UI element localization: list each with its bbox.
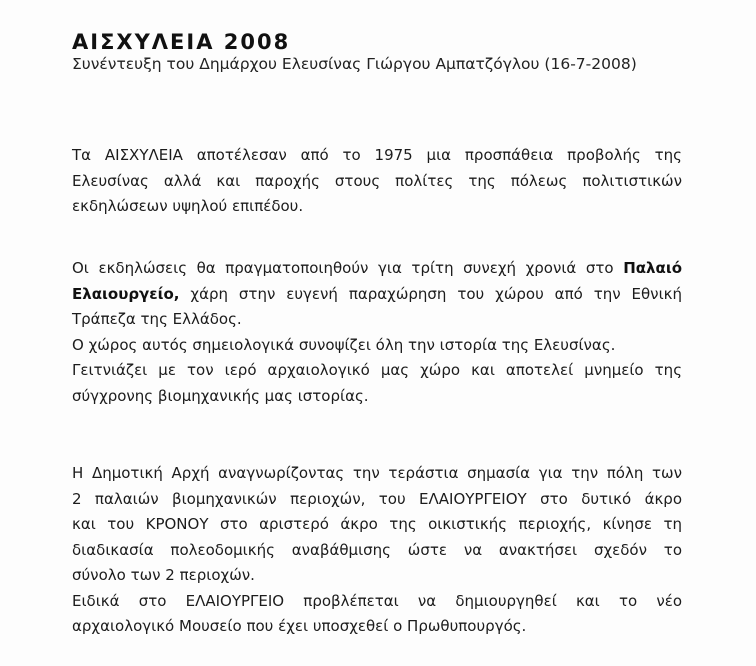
text-line: αρχαιολογικό Μουσείο που έχει υποσχεθεί ο Πρωθυπουργός. xyxy=(72,617,527,635)
text-line: διαδικασία πολεοδομικής αναβάθμισης ώστε να ανακτήσει σχεδόν το xyxy=(72,540,682,559)
text-line: Τράπεζα της Ελλάδος. xyxy=(72,310,242,328)
bold-venue-name: Παλαιό xyxy=(623,259,682,277)
text-line: σύγχρονης βιομηχανικής μας ιστορίας. xyxy=(72,386,369,405)
text-line: Η Δημοτική Αρχή αναγνωρίζοντας την τεράστια σημασία για την πόλη των xyxy=(72,464,682,482)
paragraph-urban-plan xyxy=(72,461,682,640)
bold-venue-name: Ελαιουργείο, xyxy=(72,284,180,303)
document-subtitle: Συνέντευξη του Δημάρχου Ελευσίνας Γιώργου Αμπατζόγλου (16-7-2008) xyxy=(72,55,637,73)
document-title: ΑΙΣΧΥΛΕΙΑ 2008 xyxy=(72,30,291,54)
text-line xyxy=(72,256,682,282)
text-line: και του ΚΡΟΝΟΥ στο αριστερό άκρο της οικιστικής περιοχής, κίνησε τη xyxy=(72,515,682,533)
text-line: Ειδικά στο ΕΛΑΙΟΥΡΓΕΙΟ προβλέπεται να δημιουργηθεί και το νέο xyxy=(72,591,682,610)
paragraph-venue xyxy=(72,256,682,409)
text-line: Τα ΑΙΣΧΥΛΕΙΑ αποτέλεσαν από το 1975 μια προσπάθεια προβολής της xyxy=(72,146,682,164)
text-line: εκδηλώσεων υψηλού επιπέδου. xyxy=(72,197,304,215)
text-line: 2 παλαιών βιομηχανικών περιοχών, του ΕΛΑΙΟΥΡΓΕΙΟΥ στο δυτικό άκρο xyxy=(72,489,682,508)
text-span: Οι εκδηλώσεις θα πραγματοποιηθούν για τρίτη συνεχή χρονιά στο xyxy=(72,259,624,277)
text-line: Ο χώρος αυτός σημειολογικά συνοψίζει όλη την ιστορία της Ελευσίνας. xyxy=(72,335,616,354)
text-line: Γειτνιάζει με τον ιερό αρχαιολογικό μας χώρο και αποτελεί μνημείο της xyxy=(72,361,682,379)
text-span: χάρη στην ευγενή παραχώρηση του χώρου από την Εθνική xyxy=(179,284,682,303)
text-line: Ελευσίνας αλλά και παροχής στους πολίτες της πόλεως πολιτιστικών xyxy=(72,171,682,190)
text-line: σύνολο των 2 περιοχών. xyxy=(72,566,255,584)
paragraph-history xyxy=(72,143,682,220)
text-line xyxy=(72,282,682,308)
